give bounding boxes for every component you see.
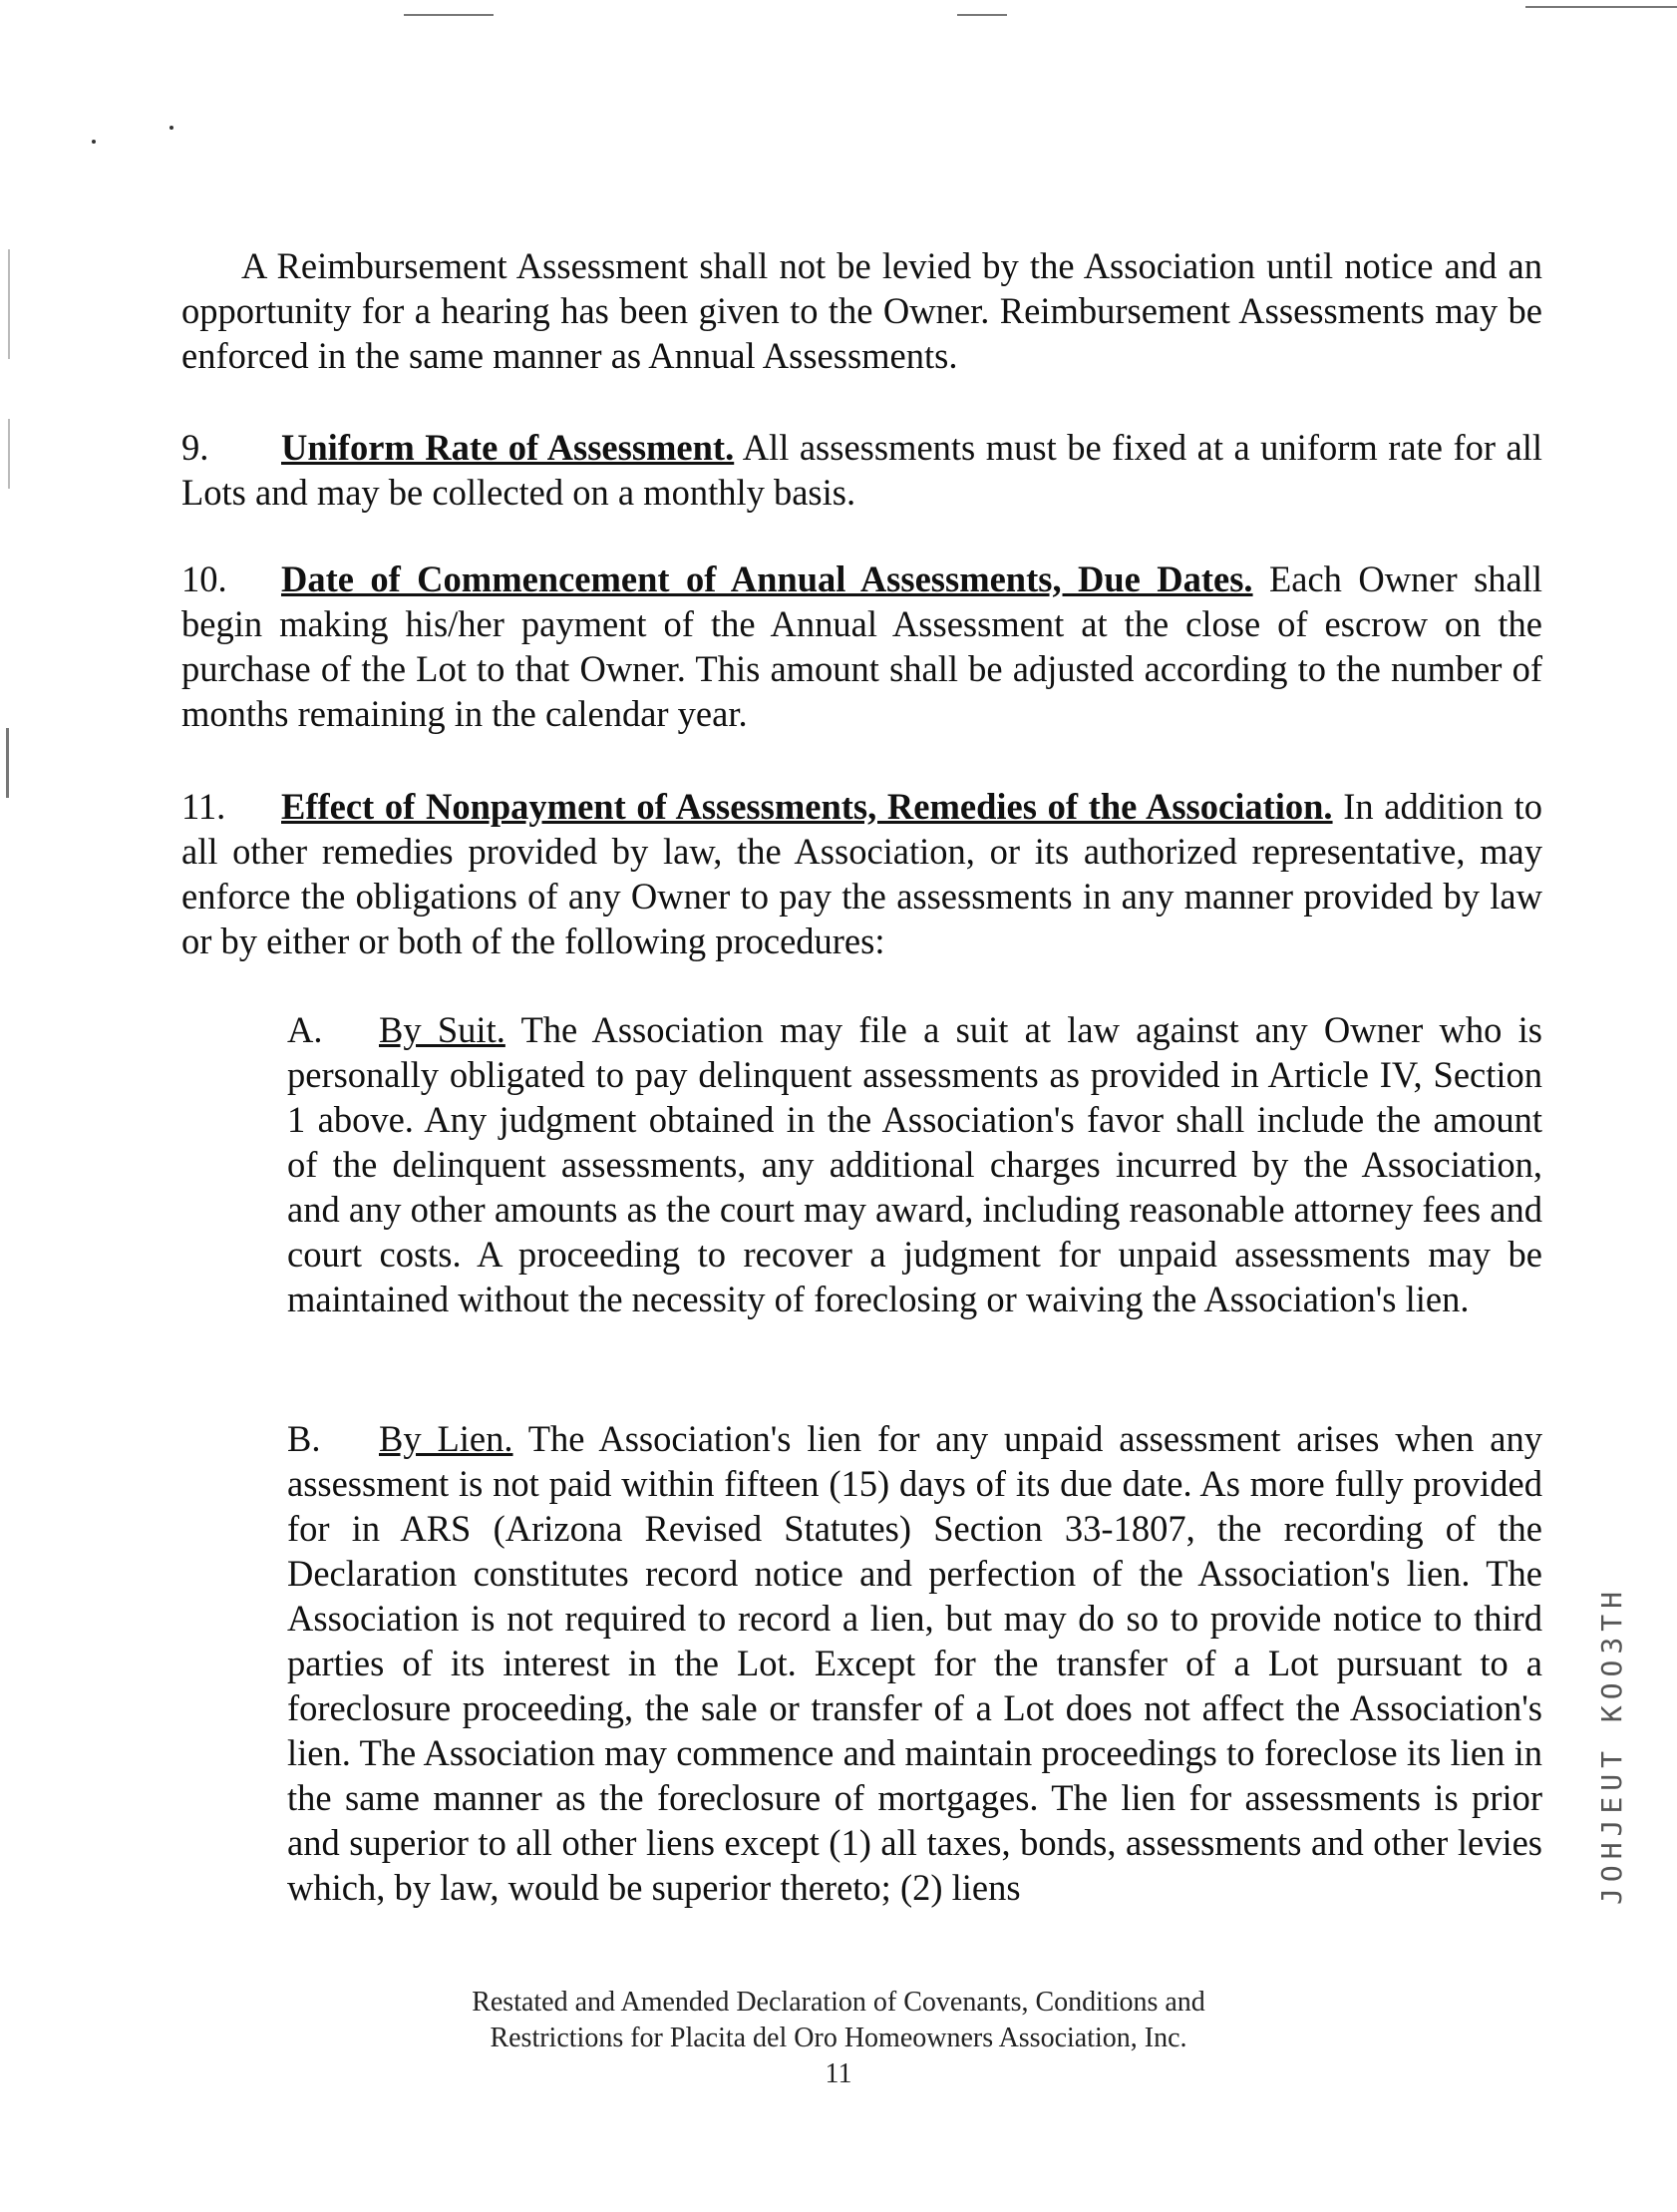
footer-line-2: Restrictions for Placita del Oro Homeowners Association, Inc. bbox=[490, 2023, 1187, 2053]
scan-mark bbox=[6, 728, 9, 798]
section-heading: Uniform Rate of Assessment. bbox=[281, 427, 735, 468]
scan-dot bbox=[169, 126, 173, 130]
subsection-b bbox=[287, 1416, 1542, 1910]
subsection-title: By Suit. bbox=[379, 1009, 505, 1050]
page-footer bbox=[0, 1985, 1677, 2092]
scan-mark bbox=[1525, 6, 1677, 8]
section-10 bbox=[181, 556, 1542, 736]
section-body: Each Owner shall begin making his/her payment of the Annual Assessment at the close of escrow on the purchase of the Lot to that Owner. This amount shall be adjusted according to the number of months remaining in the calendar year. bbox=[181, 558, 1543, 734]
section-body: All assessments must be fixed at a uniform rate for all Lots and may be collected on a monthly basis. bbox=[181, 427, 1542, 513]
section-11 bbox=[181, 784, 1542, 963]
section-9 bbox=[181, 425, 1542, 515]
subsection-title: By Lien. bbox=[379, 1418, 513, 1459]
scan-mark bbox=[8, 419, 10, 489]
subsection-letter: A. bbox=[287, 1009, 323, 1050]
section-heading: Effect of Nonpayment of Assessments, Remedies of the Association. bbox=[281, 786, 1333, 827]
section-number: 9. bbox=[181, 427, 209, 468]
page-number: 11 bbox=[825, 2058, 852, 2089]
section-number: 10. bbox=[181, 558, 227, 599]
scan-mark bbox=[8, 249, 10, 359]
subsection-body: The Association's lien for any unpaid assessment arises when any assessment is not paid within fifteen (15) days of its due date. As more fully provided for in ARS (Arizona Revised Statutes) Section 33-1807, the recording of the Declaration constitutes record notice and perfection of the Association's lien. The Association is not required to record a lien, but may do so to provide notice to third parties of its interest in the Lot. Except for the transfer of a Lot pursuant to a foreclosure proceeding, the sale or transfer of a Lot does not affect the Association's lien. The Association may commence and maintain proceedings to foreclose its lien in the same manner as the foreclosure of mortgages. The lien for assessments is prior and superior to all other liens except (1) all taxes, bonds, assessments and other levies which, by law, would be superior thereto; (2) liens bbox=[287, 1418, 1542, 1908]
subsection-a bbox=[287, 1007, 1542, 1321]
footer-line-1: Restated and Amended Declaration of Covenants, Conditions and bbox=[472, 1987, 1205, 2018]
scan-dot bbox=[92, 140, 96, 144]
section-heading: Date of Commencement of Annual Assessments, Due Dates. bbox=[281, 558, 1253, 599]
side-stamp: JOHJEUT KOO3TH bbox=[1595, 1586, 1628, 1906]
subsection-body: The Association may file a suit at law against any Owner who is personally obligated to pay delinquent assessments as provided in Article IV, Section 1 above. Any judgment obtained in the Association's favor shall include the amount of the delinquent assessments, any additional charges incurred by the Association, and any other amounts as the court may award, including reasonable attorney fees and court costs. A proceeding to recover a judgment for unpaid assessments may be maintained without the necessity of foreclosing or waiving the Association's lien. bbox=[287, 1009, 1542, 1319]
subsection-letter: B. bbox=[287, 1418, 321, 1459]
scan-mark bbox=[957, 14, 1007, 16]
section-body: In addition to all other remedies provided by law, the Association, or its authorized representative, may enforce the obligations of any Owner to pay the assessments in any manner provided by law or by either or both of the following procedures: bbox=[181, 786, 1542, 961]
scan-mark bbox=[404, 14, 494, 16]
section-number: 11. bbox=[181, 786, 226, 827]
intro-paragraph: A Reimbursement Assessment shall not be levied by the Association until notice and an opportunity for a hearing has been given to the Owner. Reimbursement Assessments may be enforced in the same manner as Annual Assessments. bbox=[181, 245, 1542, 376]
